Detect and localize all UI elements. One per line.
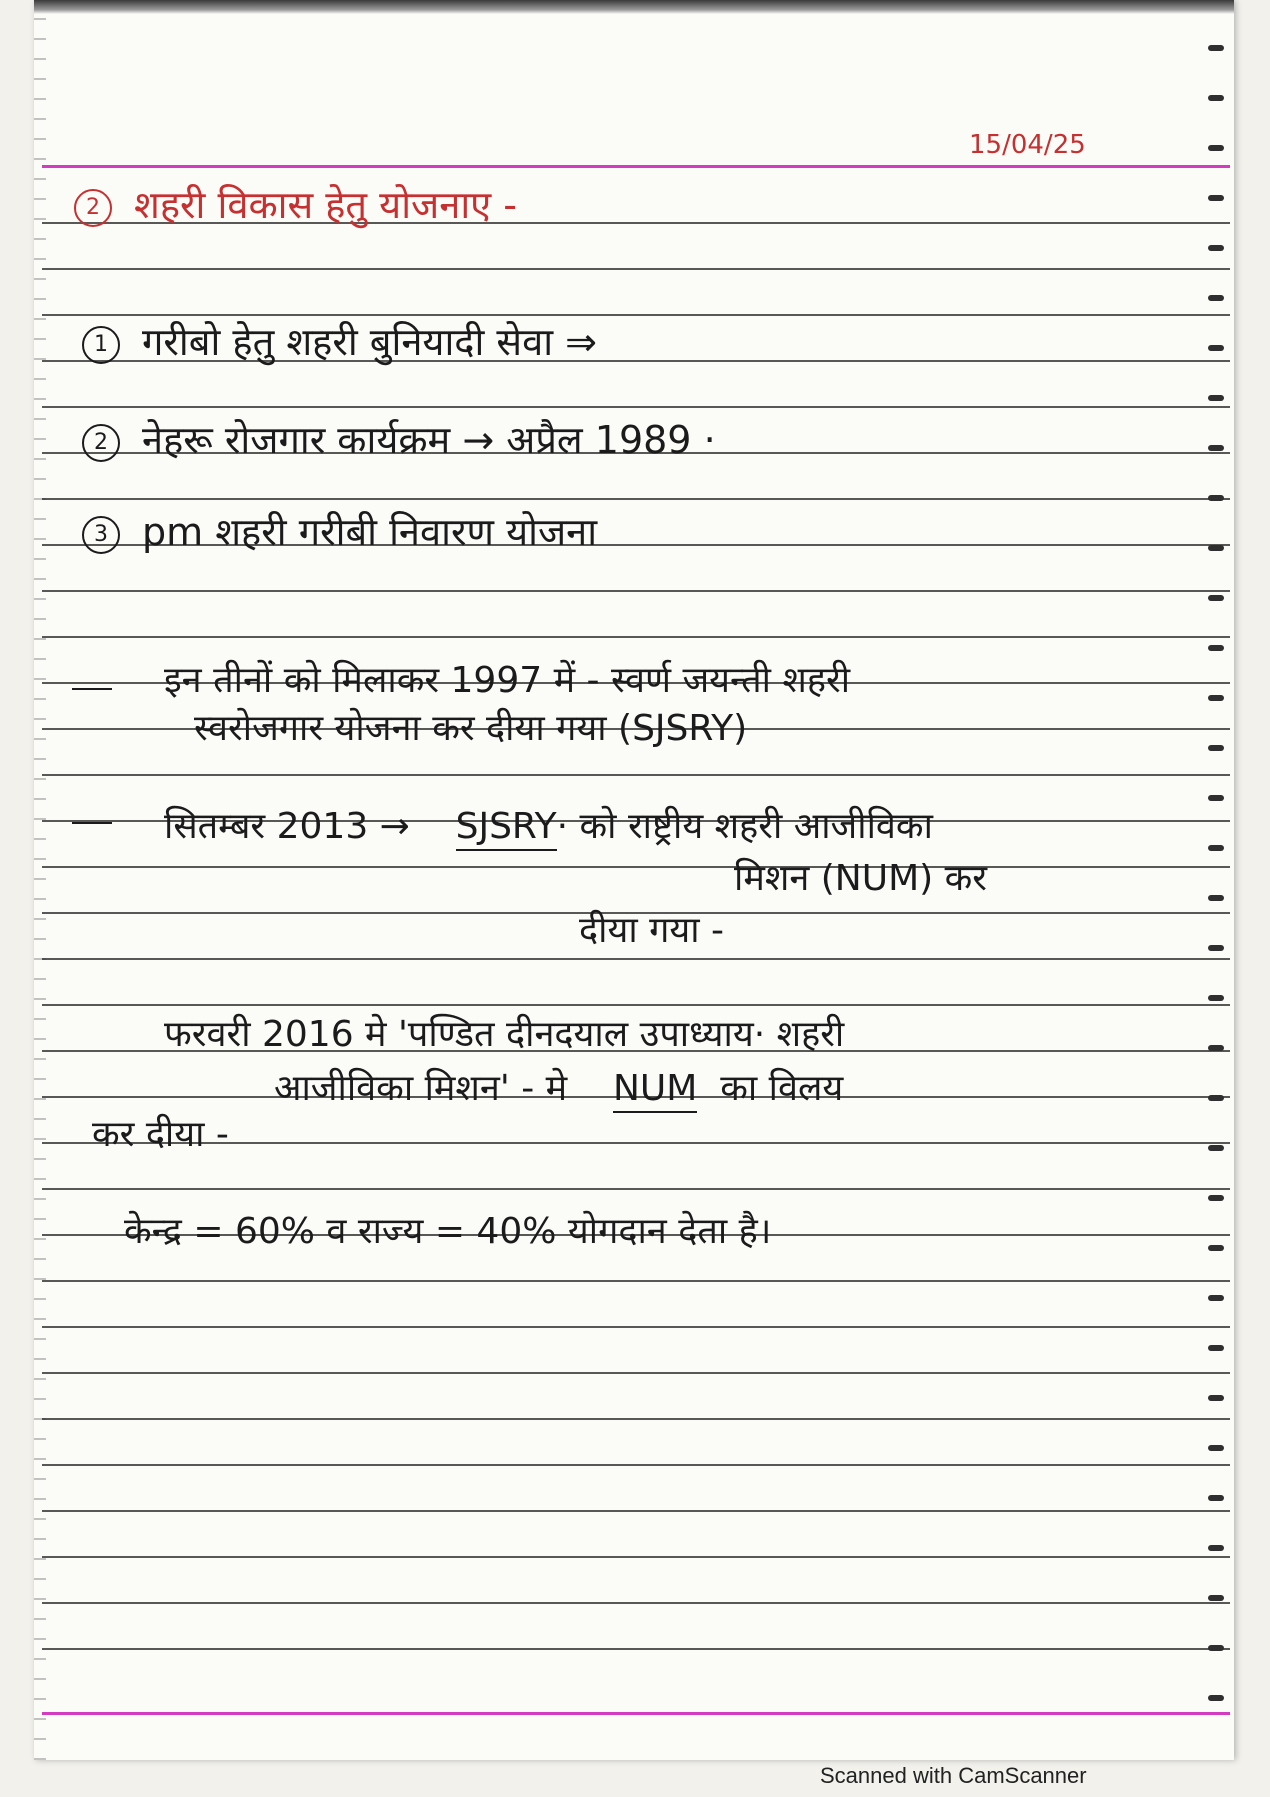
ruled-line [42,1464,1230,1466]
ruled-line [42,636,1230,638]
item-number: 1 [82,326,120,364]
ruled-line [42,958,1230,960]
ruled-line [42,1326,1230,1328]
para3-line3: कर दीया - [92,1114,229,1155]
ruled-line [42,1648,1230,1650]
bullet-dash [72,688,112,690]
para3-line1: फरवरी 2016 मे 'पण्डित दीनदयाल उपाध्याय· शहरी [164,1014,845,1055]
date-label: 15/04/25 [969,130,1086,160]
para2-date: सितम्बर 2013 → [164,806,410,847]
para2-line2: मिशन (NUM) कर [734,858,988,899]
para3-num: NUM [613,1068,697,1113]
ruled-line [42,1510,1230,1512]
para1-line1: इन तीनों को मिलाकर 1997 में - स्वर्ण जयन्ती शहरी [164,660,851,701]
page-top-shadow [34,0,1234,14]
ruled-line [42,498,1230,500]
item-number: 2 [82,424,120,462]
ruled-line [42,1418,1230,1420]
page-margin [34,0,46,1760]
list-item [82,413,716,465]
para1-line2: स्वरोजगार योजना कर दीया गया (SJSRY) [194,708,748,749]
ruled-line [42,1188,1230,1190]
ruled-line [42,406,1230,408]
heading-text: शहरी विकास हेतु योजनाए - [134,183,517,227]
ruled-line [42,774,1230,776]
bullet-dash [72,822,112,824]
contribution-line: केन्द्र = 60% व राज्य = 40% योगदान देता है। [124,1211,772,1252]
para2-line3: दीया गया - [579,910,724,951]
list-item [82,505,597,557]
ruled-line [42,866,1230,868]
ruled-line [42,268,1230,270]
para3-line2-start: आजीविका मिशन' - मे [274,1068,568,1109]
item-text: नेहरू रोजगार कार्यक्रम → अप्रैल 1989 · [142,418,716,462]
para2-sjsry: SJSRY [456,806,557,851]
heading [74,178,517,230]
scanner-watermark: Scanned with CamScanner [820,1763,1087,1788]
bottom-margin-line [42,1712,1230,1715]
para3-line2 [274,1062,843,1111]
heading-number: 2 [74,189,112,227]
ruled-line [42,1602,1230,1604]
para2-line1-rest: · को राष्ट्रीय शहरी आजीविका [556,806,933,847]
top-margin-line [42,165,1230,168]
ruled-line [42,1280,1230,1282]
para2-line1 [164,800,933,849]
item-text: गरीबो हेतु शहरी बुनियादी सेवा ⇒ [142,320,597,364]
notebook-page [34,0,1234,1760]
ruled-line [42,1556,1230,1558]
ruled-line [42,590,1230,592]
list-item [82,315,597,367]
item-text: pm शहरी गरीबी निवारण योजना [142,510,598,554]
spiral-binding [1202,40,1224,1740]
para3-line2-end: का विलय [720,1068,844,1109]
item-number: 3 [82,516,120,554]
ruled-line [42,1372,1230,1374]
ruled-line [42,1004,1230,1006]
